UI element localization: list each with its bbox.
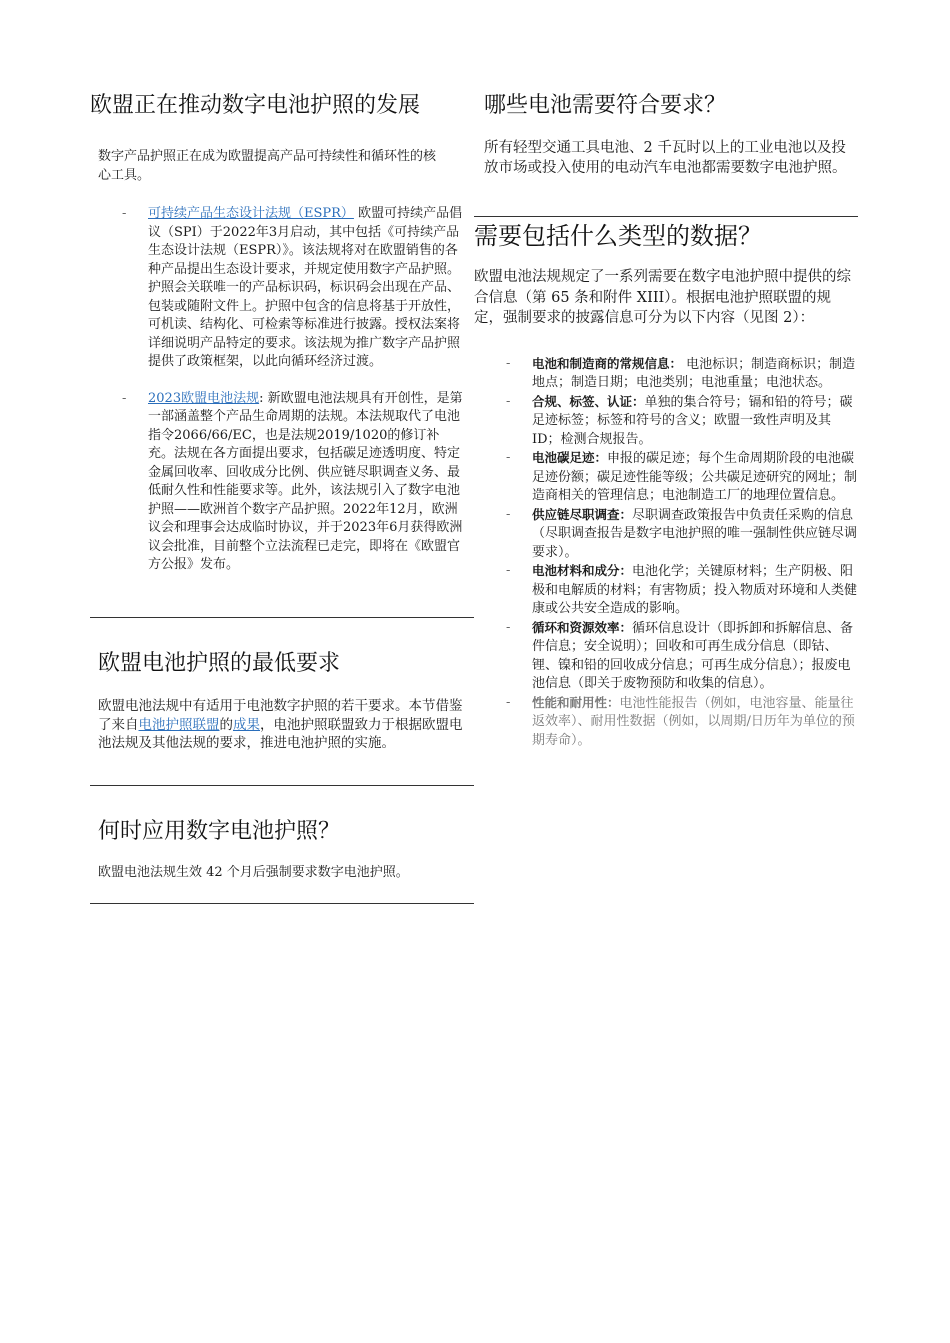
espr-text: 欧盟可持续产品倡议（SPI）于2022年3月启动，其中包括《可持续产品生态设计法规（ESPR）》。该法规将对在欧盟销售的各种产品提出生态设计要求，并规定使用数字产品护照。护照会关联唯一的产品标识码，标识码会出现在产品、包装或随附文件上。护照中包含的信息将基于开放性，可机读、结构化、可检索等标准进行披露。授权法案将详细说明产品特定的要求。该法规为推广数字产品护照提供了政策框架，以此向循环经济过渡。	[148, 206, 463, 369]
item-text: 循环信息设计（即拆卸和拆解信息、备件信息；安全说明）；回收和可再生成分信息（即钴、锂、镍和铅的回收成分信息；可再生成分信息）；报废电池信息（即关于废物预防和收集的信息）。	[532, 620, 854, 691]
item-text: 申报的碳足迹；每个生命周期阶段的电池碳足迹份额；碳足迹性能等级；公共碳足迹研究的网址；制造商相关的管理信息；电池制造工厂的地理位置信息。	[532, 451, 858, 503]
bullet-dash: -	[506, 563, 511, 578]
item-label: 电池材料和成分：	[532, 563, 633, 578]
espr-link[interactable]: 可持续产品生态设计法规（ESPR）	[148, 206, 354, 221]
text-part: 欧盟电池法规中有适用于电池数字护照的若干要求。本节借鉴了来自	[98, 698, 463, 733]
item-text: 单独的集合符号；镉和铅的符号；碳足迹标签；标签和符号的含义；欧盟一致性声明及其 ID；检测合规报告。	[532, 394, 853, 447]
bullet-dash: -	[506, 694, 511, 710]
list-item	[122, 390, 464, 575]
battery-pass-link[interactable]: 电池护照联盟	[138, 716, 220, 733]
section-title: 何时应用数字电池护照？	[98, 819, 341, 844]
text-part: ，电池护照联盟致力于根据欧盟电池法规及其他法规的要求，推进电池护照的实施。	[98, 716, 463, 751]
divider	[474, 216, 858, 217]
section-when-apply	[90, 818, 474, 883]
section-title: 需要包括什么类型的数据？	[474, 222, 762, 250]
list-item	[506, 619, 858, 694]
item-text: 电池性能报告（例如，电池容量、能量往返效率）、耐用性数据（例如，以周期/日历年为单位的预期寿命）。	[532, 695, 855, 748]
section-which-batteries	[474, 92, 858, 178]
item-label: 供应链尽职调查：	[532, 506, 633, 522]
divider	[90, 617, 474, 618]
list-item	[506, 449, 858, 506]
item-text: 电池标识；制造商标识；制造地点；制造日期；电池类别；电池重量；电池状态。	[532, 356, 856, 390]
battery-regulation-link[interactable]: 2023欧盟电池法规	[148, 390, 260, 406]
section-title: 哪些电池需要符合要求？	[484, 93, 727, 118]
list-item	[506, 694, 858, 751]
item-label: 电池和制造商的常规信息：	[532, 355, 683, 371]
list-item	[506, 355, 858, 393]
item-label: 循环和资源效率：	[532, 619, 633, 635]
list-item	[506, 562, 858, 619]
section-min-requirements	[90, 650, 474, 753]
bullet-dash: -	[506, 355, 511, 371]
section-data-types	[474, 221, 858, 750]
section-text	[90, 697, 468, 753]
section-text: 欧盟电池法规生效 42 个月后强制要求数字电池护照。	[98, 865, 409, 880]
section-title: 欧盟正在推动数字电池护照的发展	[90, 93, 421, 118]
list-item	[122, 205, 464, 372]
section-eu-dpp	[90, 92, 474, 575]
item-label: 电池碳足迹：	[532, 450, 608, 465]
divider	[90, 785, 474, 786]
bullet-dash: -	[122, 206, 127, 221]
bullet-dash: -	[506, 450, 511, 465]
regulation-list	[122, 205, 464, 575]
data-type-list	[506, 355, 858, 751]
item-label: 合规、标签、认证：	[532, 393, 645, 409]
divider	[90, 903, 474, 904]
battery-regulation-text: : 新欧盟电池法规具有开创性，是第一部涵盖整个产品生命周期的法规。本法规取代了电池指令2066/66/EC，也是法规2019/1020的修订补充。法规在各方面提出要求，包括碳足迹透明度、特定金属回收率、回收成分比例、供应链尽职调查义务、最低耐久性和性能要求等。此外，该法规引入了数字电池护照——欧洲首个数字产品护照。2022年12月，欧洲议会和理事会达成临时协议，并于2023年6月获得欧洲议会批准，目前整个立法流程已走完，即将在《欧盟官方公报》发布。	[148, 390, 463, 572]
bullet-dash: -	[506, 506, 511, 522]
item-text: 尽职调查政策报告中负责任采购的信息（尽职调查报告是数字电池护照的唯一强制性供应链尽调要求）。	[532, 507, 858, 560]
section-intro: 欧盟电池法规规定了一系列需要在数字电池护照中提供的综合信息（第 65 条和附件 XIII）。根据电池护照联盟的规定，强制要求的披露信息可分为以下内容（见图 2）：	[474, 269, 851, 326]
section-text: 所有轻型交通工具电池、2 千瓦时以上的工业电池以及投放市场或投入使用的电动汽车电池都需要数字电池护照。	[484, 140, 847, 176]
item-label: 性能和耐用性：	[532, 694, 620, 710]
list-item	[506, 506, 858, 563]
list-item	[506, 393, 858, 450]
item-text: 电池化学；关键原材料；生产阴极、阳极和电解质的材料；有害物质；投入物质对环境和人类健康或公共安全造成的影响。	[532, 564, 858, 616]
bullet-dash: -	[122, 390, 127, 406]
section-title: 欧盟电池护照的最低要求	[98, 651, 341, 676]
results-link[interactable]: 成果	[233, 716, 260, 733]
text-part: 的	[219, 716, 233, 733]
section-intro: 数字产品护照正在成为欧盟提高产品可持续性和循环性的核心工具。	[98, 149, 437, 183]
bullet-dash: -	[506, 393, 511, 409]
bullet-dash: -	[506, 619, 511, 635]
